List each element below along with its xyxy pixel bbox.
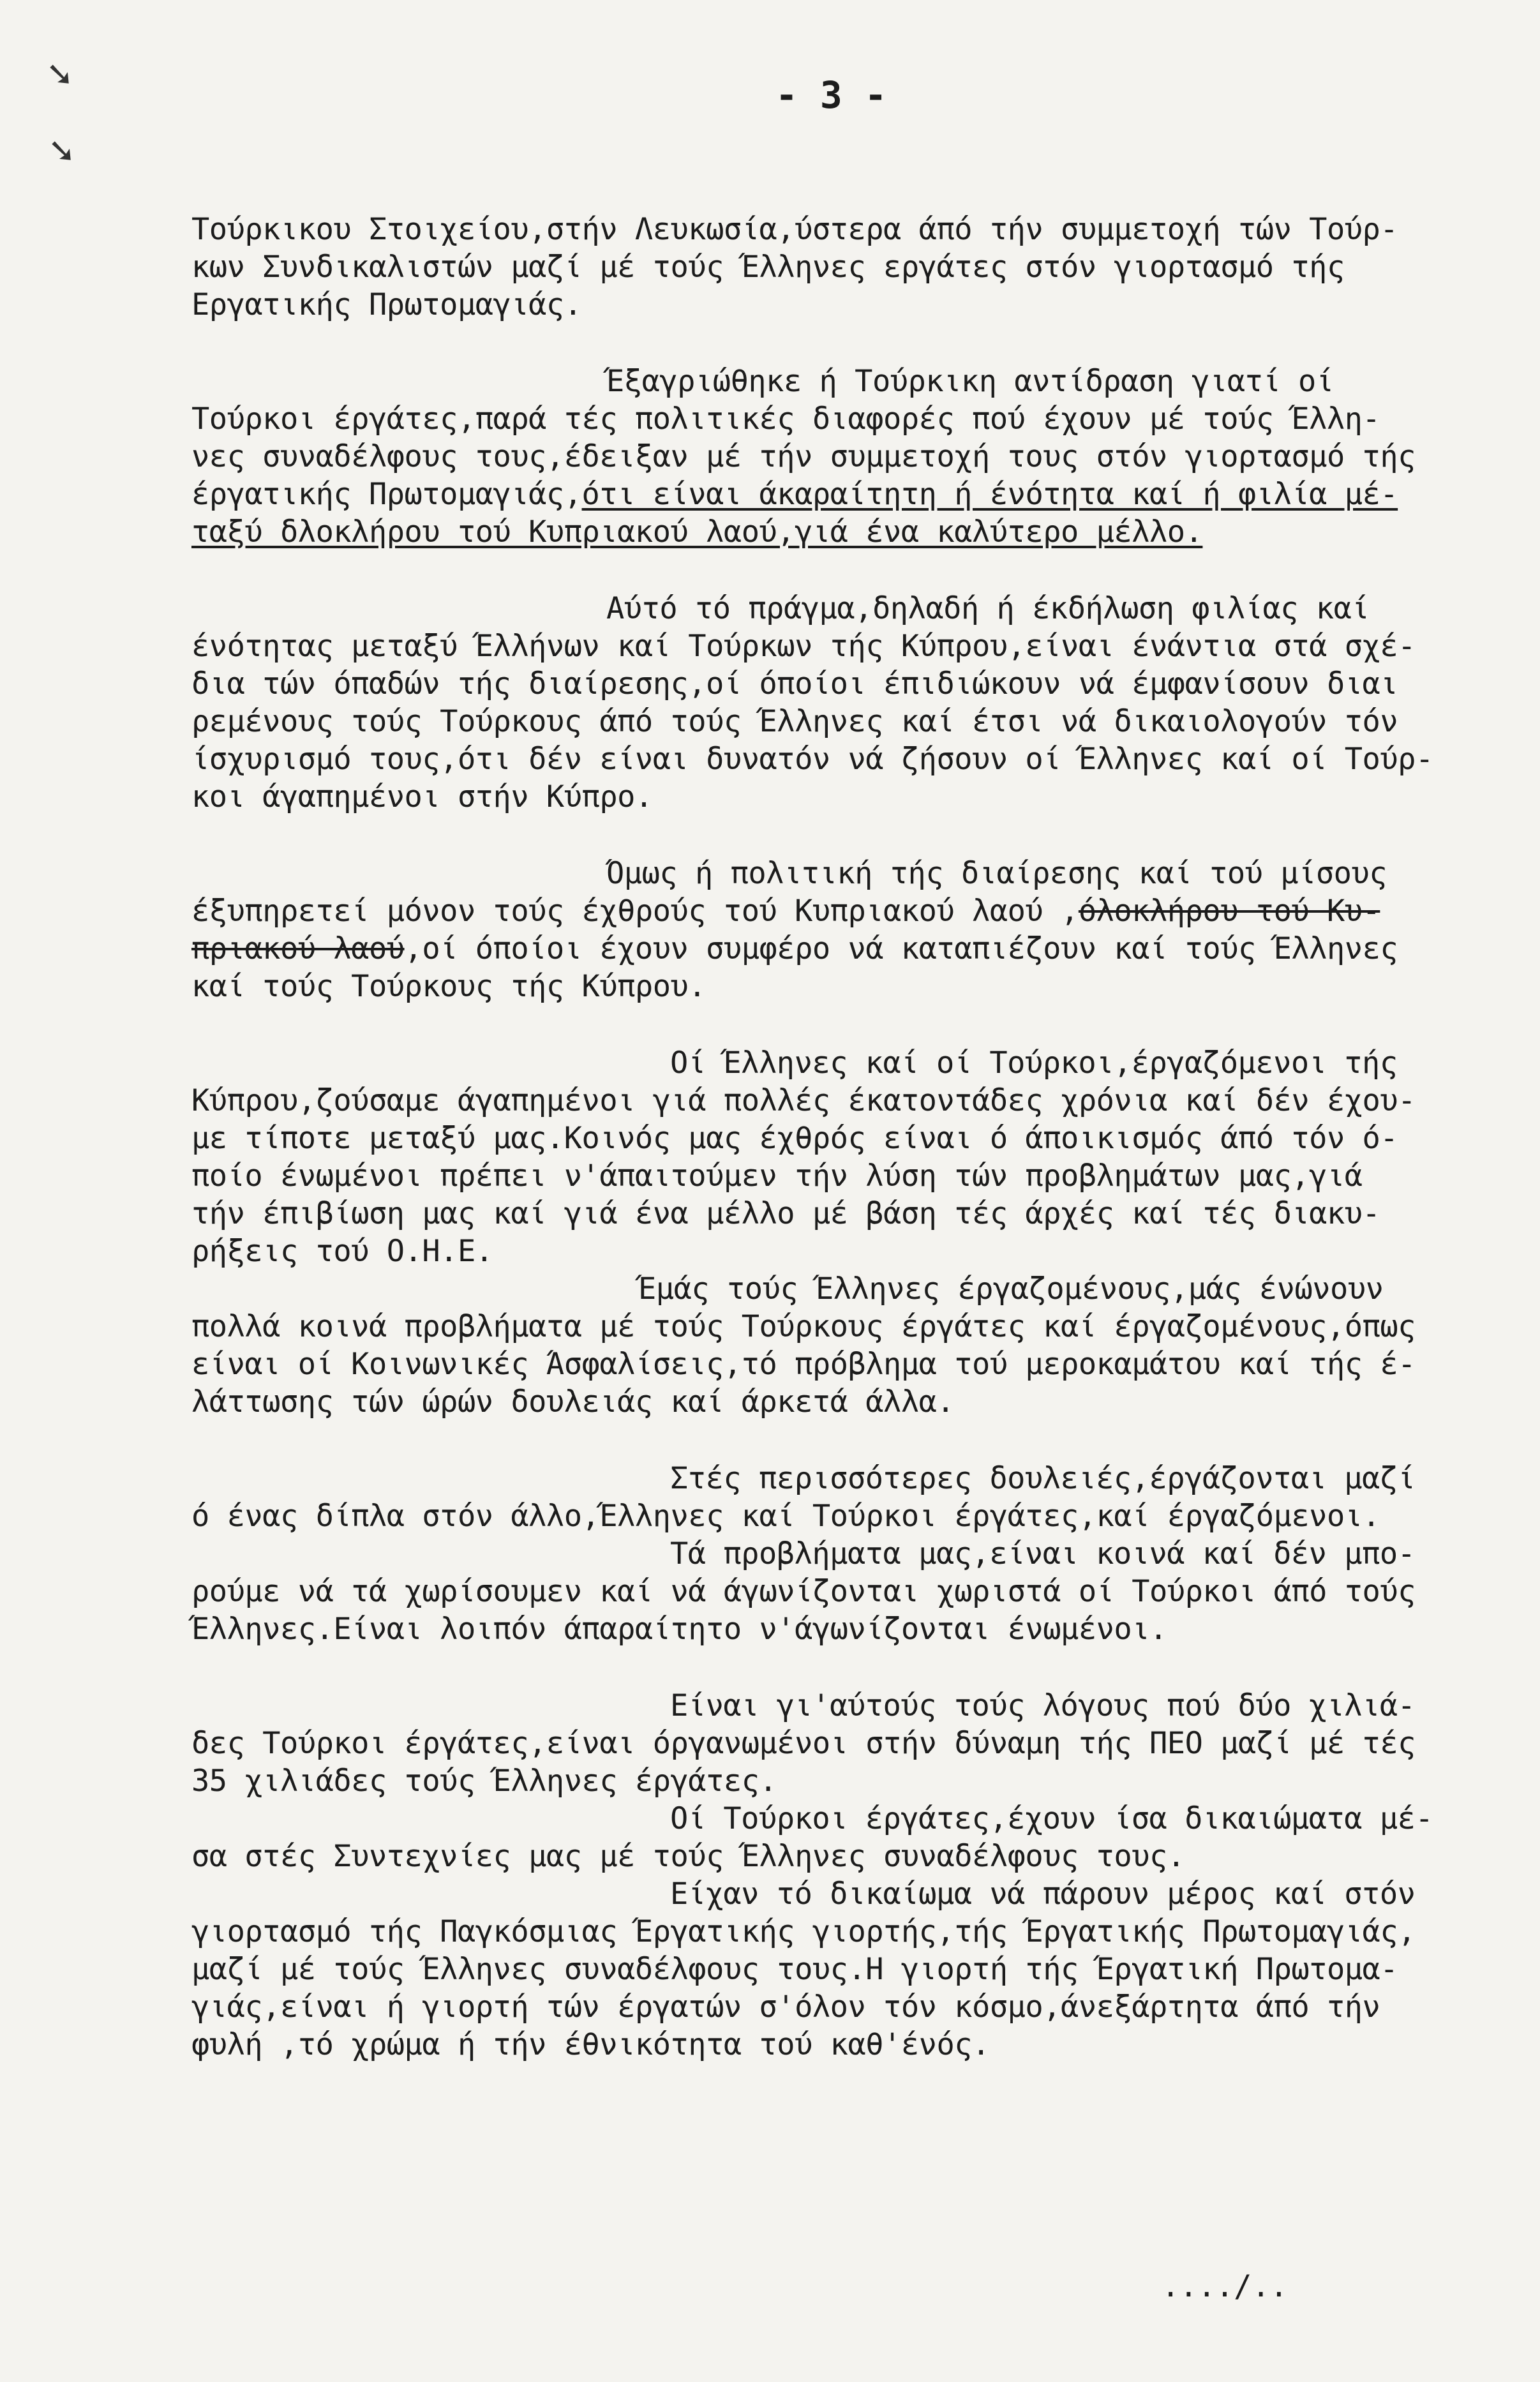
text-line: Τούρκοι έργάτες,παρά τές πολιτικές διαφορές πού έχουν μέ τούς Έλλη- xyxy=(191,401,1380,437)
text-line: Οί Τούρκοι έργάτες,έχουν ίσα δικαιώματα μέ- xyxy=(670,1801,1433,1836)
text-line: Είναι γι'αύτούς τούς λόγους πού δύο χιλιά- xyxy=(670,1688,1416,1723)
text-line: Εργατικής Πρωτομαγιάς. xyxy=(191,287,582,322)
continuation-mark: ..../.. xyxy=(1162,2269,1289,2304)
text-line: γιάς,είναι ή γιορτή τών έργατών σ'όλον τόν κόσμο,άνεξάρτητα άπό τήν xyxy=(191,1989,1380,2025)
text-line: Στές περισσότερες δουλειές,έργάζονται μαζί xyxy=(670,1461,1416,1496)
text-line: πριακού λαού,οί όποίοι έχουν συμφέρο νά καταπιέζουν καί τούς Έλληνες xyxy=(191,931,1398,966)
text-line: έργατικής Πρωτομαγιάς,ότι είναι άκαραίτητη ή ένότητα καί ή φιλία μέ- xyxy=(191,477,1398,512)
text-line: έξυπηρετεί μόνον τούς έχθρούς τού Κυπριακού λαού ,όλοκλήρου τού Κυ- xyxy=(191,894,1380,929)
text-line: Έλληνες.Είναι λοιπόν άπαραίτητο ν'άγωνίζονται ένωμένοι. xyxy=(191,1612,1167,1647)
punch-mark: ➘ xyxy=(50,128,73,172)
text-line: κοι άγαπημένοι στήν Κύπρο. xyxy=(191,779,653,814)
text-line: πολλά κοινά προβλήματα μέ τούς Τούρκους έργάτες καί έργαζομένους,όπως xyxy=(191,1309,1416,1344)
text-line: Τά προβλήματα μας,είναι κοινά καί δέν μπο- xyxy=(670,1536,1416,1571)
text-line: με τίποτε μεταξύ μας.Κοινός μας έχθρός είναι ό άποικισμός άπό τόν ό- xyxy=(191,1121,1398,1156)
text-line: λάττωσης τών ώρών δουλειάς καί άρκετά άλλα. xyxy=(191,1384,955,1419)
text-line: τήν έπιβίωση μας καί γιά ένα μέλλο μέ βάση τές άρχές καί τές διακυ- xyxy=(191,1196,1380,1231)
text-line: ίσχυρισμό τους,ότι δέν είναι δυνατόν νά ζήσουν οί Έλληνες καί οί Τούρ- xyxy=(191,742,1433,777)
text-line: ρούμε νά τά χωρίσουμεν καί νά άγωνίζονται χωριστά οί Τούρκοι άπό τούς xyxy=(191,1574,1416,1609)
text-line: είναι οί Κοινωνικές Άσφαλίσεις,τό πρόβλημα τού μεροκαμάτου καί τής έ- xyxy=(191,1347,1416,1382)
text-line: Όμως ή πολιτική τής διαίρεσης καί τού μίσους xyxy=(606,856,1387,891)
text-line: Τούρκικου Στοιχείου,στήν Λευκωσία,ύστερα άπό τήν συμμετοχή τών Τούρ- xyxy=(191,212,1398,247)
text-line: ένότητας μεταξύ Έλλήνων καί Τούρκων τής Κύπρου,είναι ένάντια στά σχέ- xyxy=(191,629,1416,664)
text-line: Έξαγριώθηκε ή Τούρκικη αντίδραση γιατί οί xyxy=(606,364,1334,399)
text-line: δια τών όπαδών τής διαίρεσης,οί όποίοι έπιδιώκουν νά έμφανίσουν διαι xyxy=(191,666,1398,701)
text-line: Οί Έλληνες καί οί Τούρκοι,έργαζόμενοι τής xyxy=(670,1045,1398,1081)
text-line: Είχαν τό δικαίωμα νά πάρουν μέρος καί στόν xyxy=(670,1876,1416,1912)
text-line: φυλή ,τό χρώμα ή τήν έθνικότητα τού καθ'ένός. xyxy=(191,2027,990,2062)
text-line: Κύπρου,ζούσαμε άγαπημένοι γιά πολλές έκατοντάδες χρόνια καί δέν έχου- xyxy=(191,1083,1416,1118)
page-number: - 3 - xyxy=(775,73,887,117)
text-line: Έμάς τούς Έλληνες έργαζομένους,μάς ένώνουν xyxy=(638,1271,1384,1307)
text-line: ρήξεις τού Ο.Η.Ε. xyxy=(191,1234,493,1269)
text-line: καί τούς Τούρκους τής Κύπρου. xyxy=(191,969,706,1004)
text-line: Αύτό τό πράγμα,δηλαδή ή έκδήλωση φιλίας καί xyxy=(606,591,1370,626)
text-line: ποίο ένωμένοι πρέπει ν'άπαιτούμεν τήν λύση τών προβλημάτων μας,γιά xyxy=(191,1158,1363,1194)
text-line: ταξύ δλοκλήρου τού Κυπριακού λαού,γιά ένα καλύτερο μέλλο. xyxy=(191,514,1203,550)
punch-mark: ➘ xyxy=(48,51,71,96)
text-line: 35 χιλιάδες τούς Έλληνες έργάτες. xyxy=(191,1764,777,1799)
text-line: νες συναδέλφους τους,έδειξαν μέ τήν συμμετοχή τους στόν γιορτασμό τής xyxy=(191,439,1416,474)
text-line: δες Τούρκοι έργάτες,είναι όργανωμένοι στήν δύναμη τής ΠΕΟ μαζί μέ τές xyxy=(191,1726,1416,1761)
text-line: ρεμένους τούς Τούρκους άπό τούς Έλληνες καί έτσι νά δικαιολογούν τόν xyxy=(191,704,1398,739)
text-line: μαζί μέ τούς Έλληνες συναδέλφους τους.Η γιορτή τής Έργατική Πρωτομα- xyxy=(191,1952,1398,1987)
text-line: γιορτασμό τής Παγκόσμιας Έργατικής γιορτής,τής Έργατικής Πρωτομαγιάς, xyxy=(191,1914,1416,1949)
text-line: ό ένας δίπλα στόν άλλο,Έλληνες καί Τούρκοι έργάτες,καί έργαζόμενοι. xyxy=(191,1499,1380,1534)
text-line: κων Συνδικαλιστών μαζί μέ τούς Έλληνες εργάτες στόν γιορτασμό τής xyxy=(191,250,1345,285)
text-line: σα στές Συντεχνίες μας μέ τούς Έλληνες συναδέλφους τους. xyxy=(191,1839,1185,1874)
